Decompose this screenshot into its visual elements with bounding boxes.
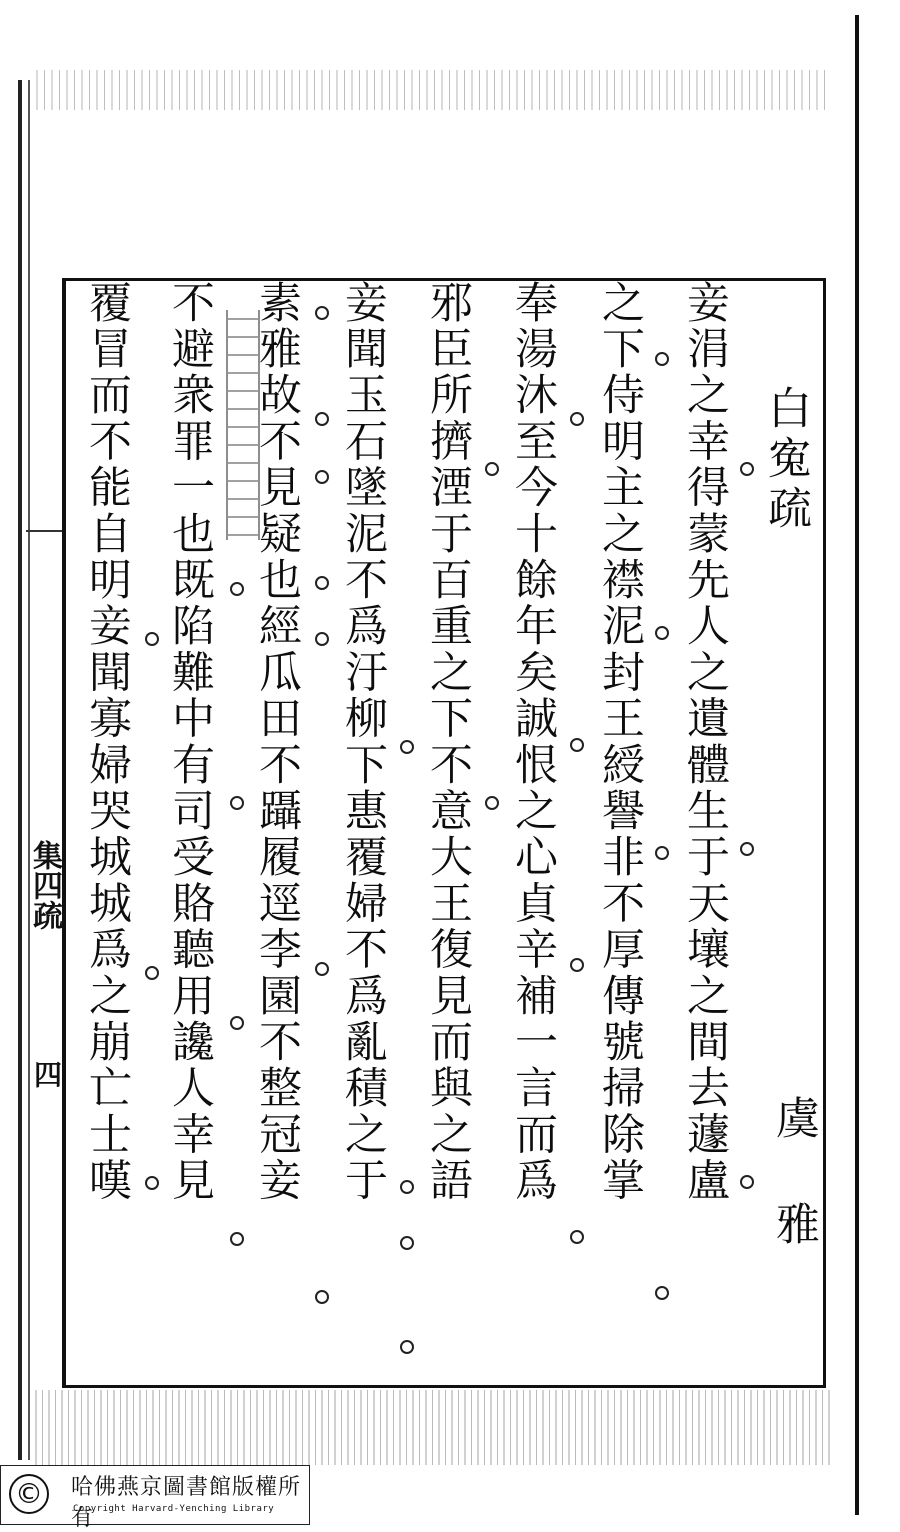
punctuation-mark: [230, 796, 244, 810]
text-column-6: 素雅故不見疑也經瓜田不躡履逕李園不整冠妾: [252, 280, 302, 1204]
punctuation-mark: [145, 632, 159, 646]
text-column-2: 之下侍明主之襟泥封王綬譽非不厚傳號掃除掌: [595, 280, 645, 1204]
punctuation-mark: [400, 1340, 414, 1354]
punctuation-mark: [740, 1175, 754, 1189]
spine-label: 集四疏: [27, 840, 62, 930]
punctuation-mark: [315, 576, 329, 590]
punctuation-mark: [655, 352, 669, 366]
punctuation-mark: [655, 1286, 669, 1300]
punctuation-mark: [570, 1230, 584, 1244]
copyright-text-english: Copyright Harvard-Yenching Library: [73, 1504, 275, 1514]
page-leaf-edge: [18, 80, 22, 1460]
text-column-4: 邪臣所擠湮于百重之下不意大王復見而與之語: [423, 280, 473, 1204]
punctuation-mark: [400, 1180, 414, 1194]
punctuation-mark: [655, 846, 669, 860]
scan-noise-top: [30, 70, 830, 110]
punctuation-mark: [485, 796, 499, 810]
punctuation-mark: [400, 740, 414, 754]
punctuation-mark: [570, 412, 584, 426]
punctuation-mark: [315, 306, 329, 320]
scan-noise-bottom: [30, 1390, 830, 1465]
punctuation-mark: [315, 1290, 329, 1304]
punctuation-mark: [570, 738, 584, 752]
punctuation-mark: [315, 470, 329, 484]
punctuation-mark: [230, 1232, 244, 1246]
punctuation-mark: [740, 462, 754, 476]
punctuation-mark: [315, 962, 329, 976]
spine-folio-number: 四: [30, 1060, 63, 1088]
punctuation-mark: [230, 1016, 244, 1030]
text-column-8: 覆冒而不能自明妾聞寡婦哭城城爲之崩亡士嘆: [82, 280, 132, 1204]
page-edge-right: [855, 15, 859, 1515]
text-column-3: 奉湯沐至今十餘年矣誠恨之心貞辛補一言而爲: [508, 280, 558, 1204]
punctuation-mark: [315, 412, 329, 426]
punctuation-mark: [655, 626, 669, 640]
punctuation-mark: [145, 966, 159, 980]
punctuation-mark: [485, 462, 499, 476]
punctuation-mark: [400, 1236, 414, 1250]
document-title: 白寃疏: [760, 385, 811, 535]
text-column-1: 妾涓之幸得蒙先人之遺體生于天壤之間去蘧盧: [680, 280, 730, 1204]
punctuation-mark: [145, 1176, 159, 1190]
text-column-7: 不避衆罪一也既陷難中有司受賂聽用讒人幸見: [165, 280, 215, 1204]
punctuation-mark: [315, 632, 329, 646]
punctuation-mark: [570, 958, 584, 972]
spine-divider: [26, 530, 66, 532]
punctuation-mark: [230, 582, 244, 596]
copyright-notice: [0, 1465, 310, 1531]
copyright-text-chinese: 哈佛燕京圖書館版權所有: [71, 1475, 302, 1531]
punctuation-mark: [740, 842, 754, 856]
document-author: 虞 雅: [768, 1095, 819, 1269]
copyright-symbol-icon: ©: [9, 1474, 49, 1514]
text-column-5: 妾聞玉石墜泥不爲汙柳下惠覆婦不爲亂積之于: [338, 280, 388, 1204]
